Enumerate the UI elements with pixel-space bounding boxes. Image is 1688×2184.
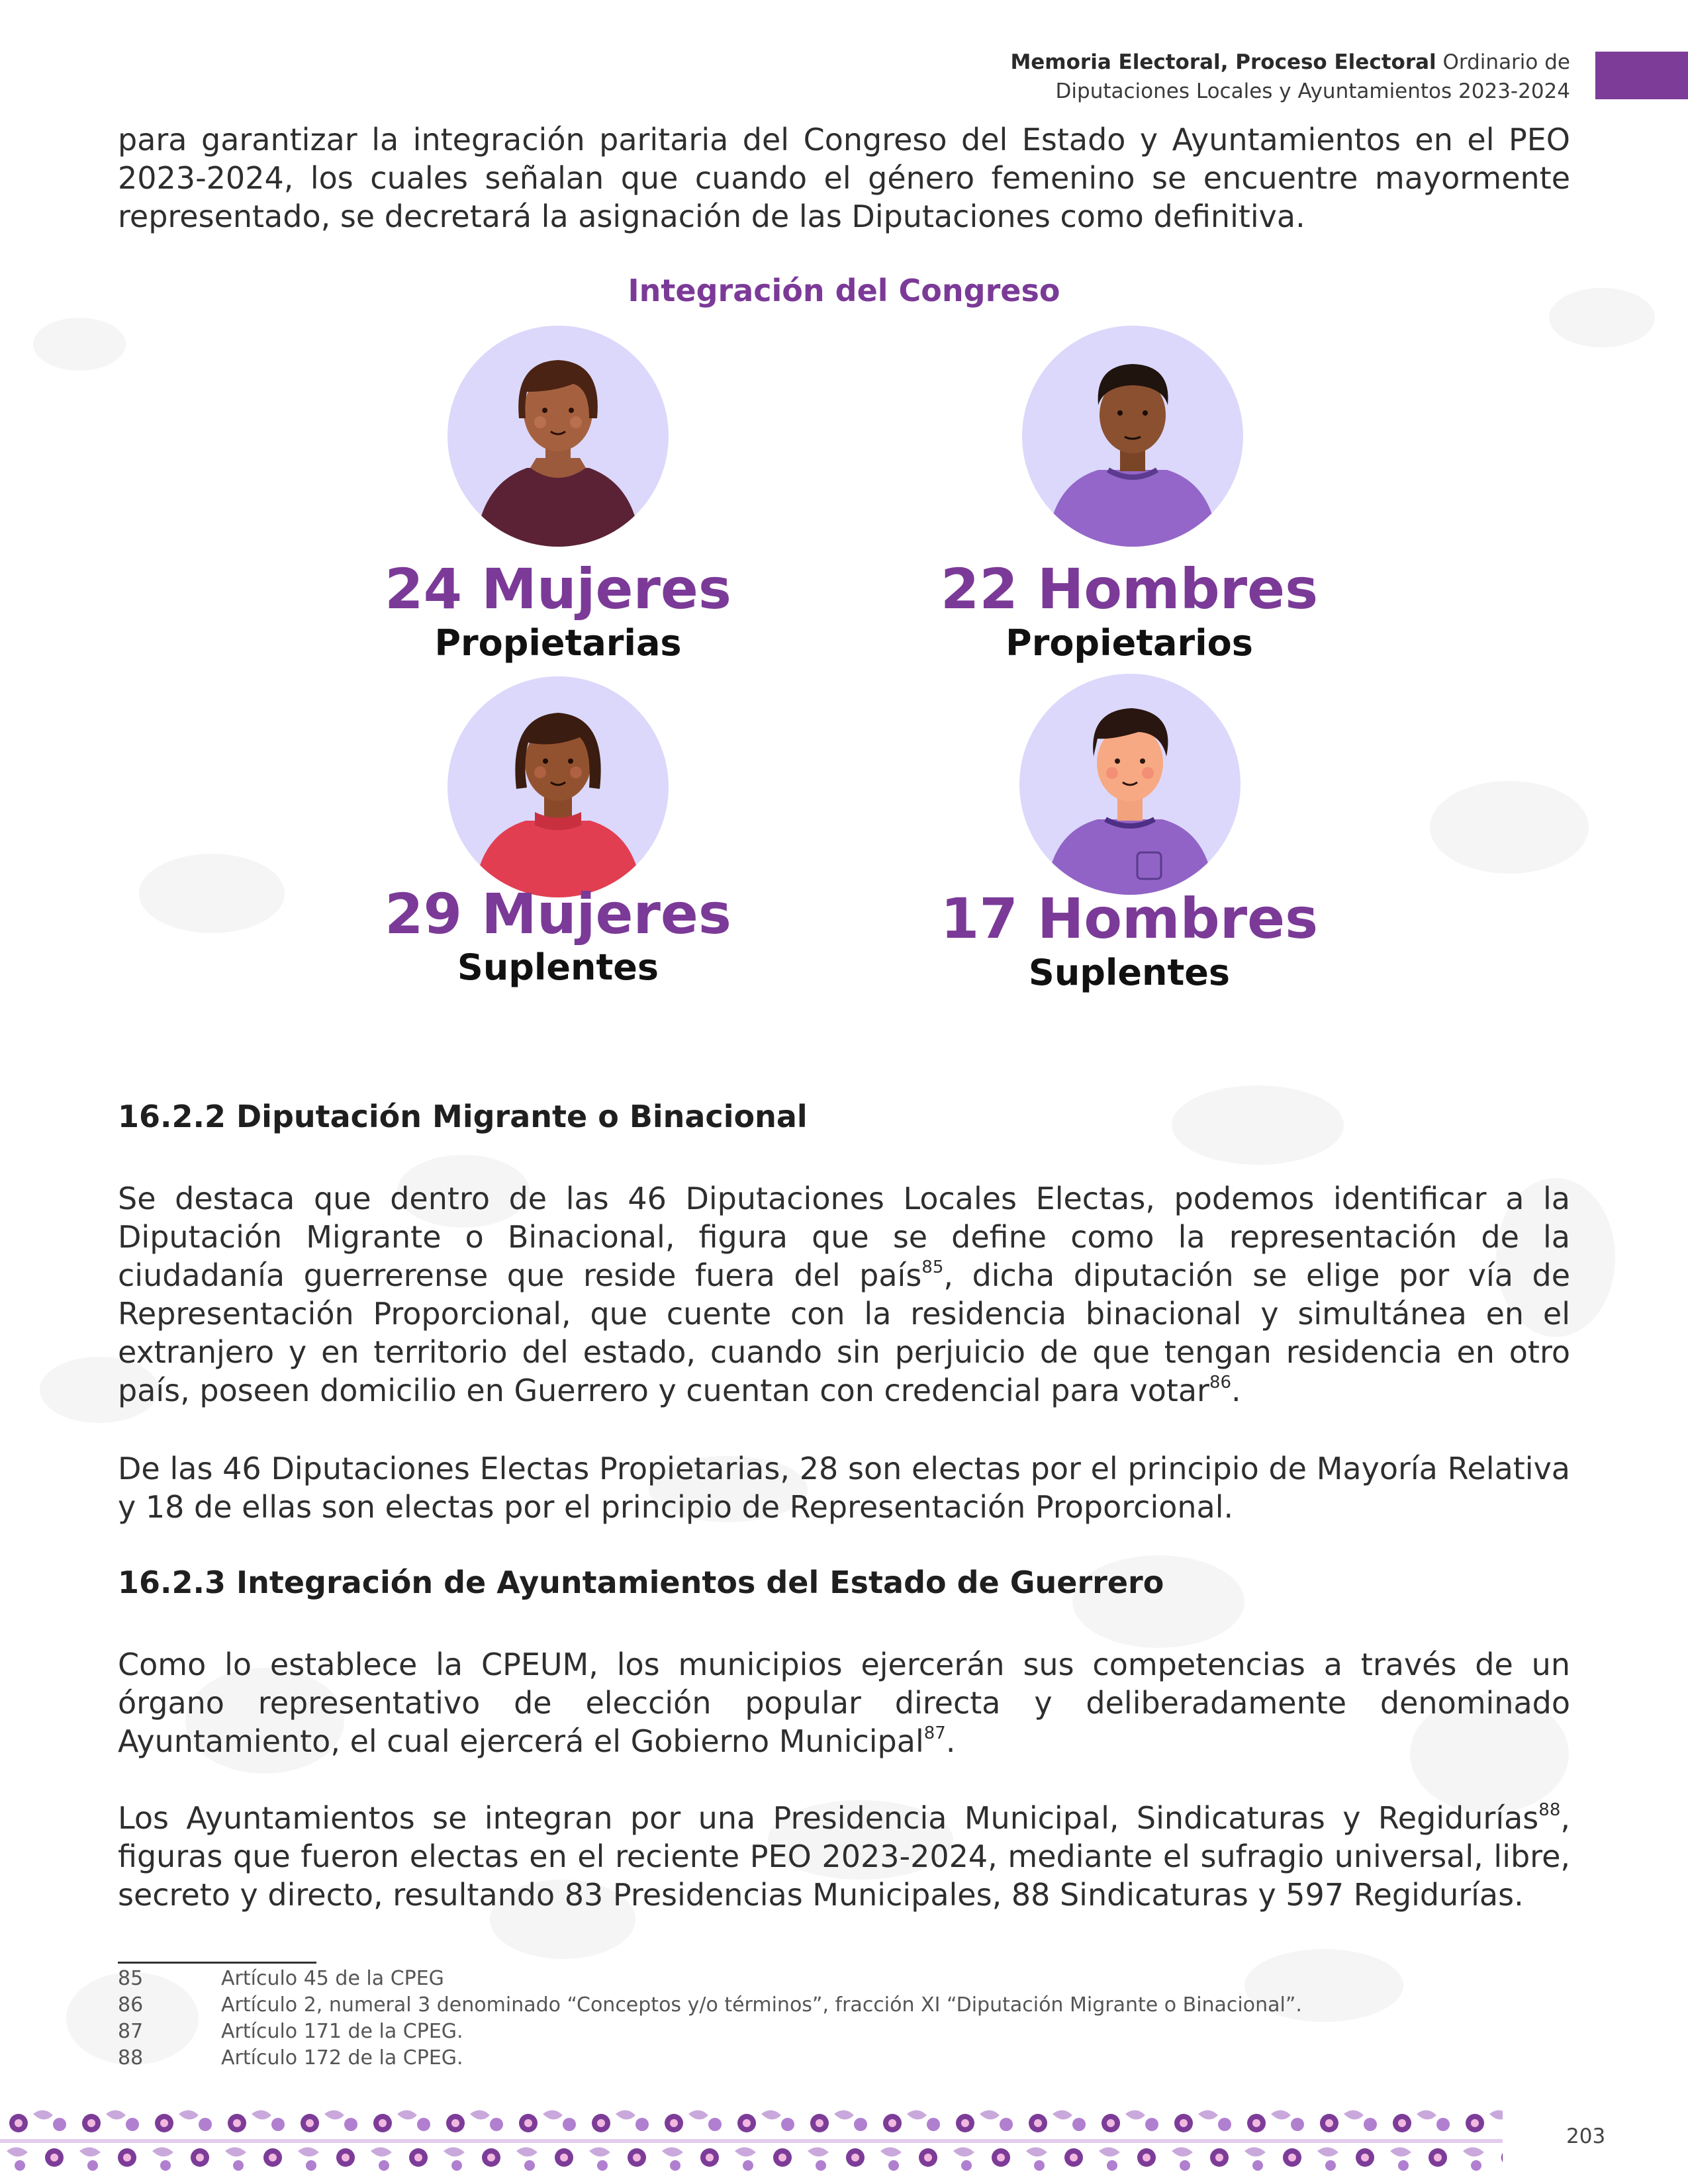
paragraph-migrante-part2: , dicha diputación se elige por vía de Representación Proporcional, que cuente con la residencia binacional y simultánea en el extranjero y en territorio del estado, cuando sin perjuicio de que tengan residencia en otro país, poseen domicilio en Guerrero y cuentan con credencial para votar: [118, 1257, 1570, 1408]
paragraph-migrante: [118, 1179, 1570, 1410]
count-hombres-propietarios: 22 Hombres: [940, 557, 1319, 621]
footnote-number: 85: [118, 1967, 144, 1990]
paragraph-cpeum: [118, 1645, 1570, 1760]
intro-paragraph: para garantizar la integración paritaria del Congreso del Estado y Ayuntamientos en el PEO 2023-2024, los cuales señalan que cuando el género femenino se encuentre mayormente representado, se decretará la asignación de las Diputaciones como definitiva.: [118, 122, 1570, 234]
footnote-number: 86: [118, 1993, 144, 2017]
header-subtitle: Diputaciones Locales y Ayuntamientos 2023-2024: [1055, 79, 1570, 103]
footnote-rule: [118, 1962, 316, 1964]
footnote-ref-87[interactable]: 87: [923, 1723, 946, 1743]
footnote-ref-85[interactable]: 85: [921, 1257, 944, 1277]
paragraph-integracion: [118, 1799, 1570, 1914]
section-title-ayuntamientos: 16.2.3 Integración de Ayuntamientos del Estado de Guerrero: [118, 1565, 1164, 1600]
count-hombres-suplentes: 17 Hombres: [940, 886, 1319, 951]
footnote-number: 88: [118, 2046, 144, 2070]
footnote-text: Artículo 45 de la CPEG: [221, 1967, 444, 1990]
paragraph-electas: De las 46 Diputaciones Electas Propietarias, 28 son electas por el principio de Mayoría Relativa y 18 de ellas son electas por el principio de Representación Proporcional.: [118, 1451, 1570, 1525]
count-mujeres-suplentes: 29 Mujeres: [385, 882, 731, 946]
paragraph-migrante-part1: Se destaca que dentro de las 46 Diputaciones Locales Electas, podemos identificar a la Diputación Migrante o Binacional, figura que se define como la representación de la ciudadanía guerrerense que reside fuera del país: [118, 1181, 1570, 1293]
running-header: [1010, 48, 1570, 106]
role-propietarios: Propietarios: [1006, 622, 1253, 664]
paragraph-integracion-part2: , figuras que fueron electas en el reciente PEO 2023-2024, mediante el sufragio universal, libre, secreto y directo, resultando 83 Presidencias Municipales, 88 Sindicaturas y 597 Regidurías.: [118, 1800, 1570, 1913]
header-title-rest: Ordinario de: [1436, 50, 1570, 74]
section-title-migrante: 16.2.2 Diputación Migrante o Binacional: [118, 1099, 808, 1134]
footnote-text: Artículo 172 de la CPEG.: [221, 2046, 463, 2070]
figure-title: Integración del Congreso: [628, 273, 1060, 308]
paragraph-migrante-part3: .: [1231, 1373, 1241, 1408]
role-suplentes-mujeres: Suplentes: [457, 946, 659, 988]
woman-avatar-icon: [447, 326, 669, 547]
header-title-bold: Memoria Electoral, Proceso Electoral: [1010, 50, 1436, 74]
paragraph-cpeum-part2: .: [945, 1723, 956, 1759]
header-color-tab: [1595, 52, 1688, 99]
footnote-number: 87: [118, 2020, 144, 2043]
role-suplentes-hombres: Suplentes: [1028, 952, 1231, 993]
footnote-ref-88[interactable]: 88: [1538, 1800, 1561, 1820]
man-suplente-avatar-icon: [1019, 674, 1241, 895]
woman-suplente-avatar-icon: [447, 676, 669, 897]
footnote-ref-86[interactable]: 86: [1209, 1373, 1232, 1392]
footnote-85: [118, 1966, 444, 1992]
footnote-text: Artículo 2, numeral 3 denominado “Conceptos y/o términos”, fracción XI “Diputación Migrante o Binacional”.: [221, 1993, 1302, 2017]
paragraph-cpeum-part1: Como lo establece la CPEUM, los municipios ejercerán sus competencias a través de un órgano representativo de elección popular directa y deliberadamente denominado Ayuntamiento, el cual ejercerá el Gobierno Municipal: [118, 1647, 1570, 1759]
footnote-87: [118, 2019, 463, 2045]
man-avatar-icon: [1022, 326, 1243, 547]
footnote-86: [118, 1992, 1302, 2019]
page-number: 203: [1566, 2124, 1606, 2148]
paragraph-integracion-part1: Los Ayuntamientos se integran por una Presidencia Municipal, Sindicaturas y Regidurías: [118, 1800, 1539, 1836]
count-mujeres-propietarias: 24 Mujeres: [385, 557, 731, 621]
footnote-88: [118, 2045, 463, 2071]
role-propietarias: Propietarias: [434, 622, 682, 664]
embroidery-border: [0, 2105, 1503, 2177]
footnote-text: Artículo 171 de la CPEG.: [221, 2020, 463, 2043]
